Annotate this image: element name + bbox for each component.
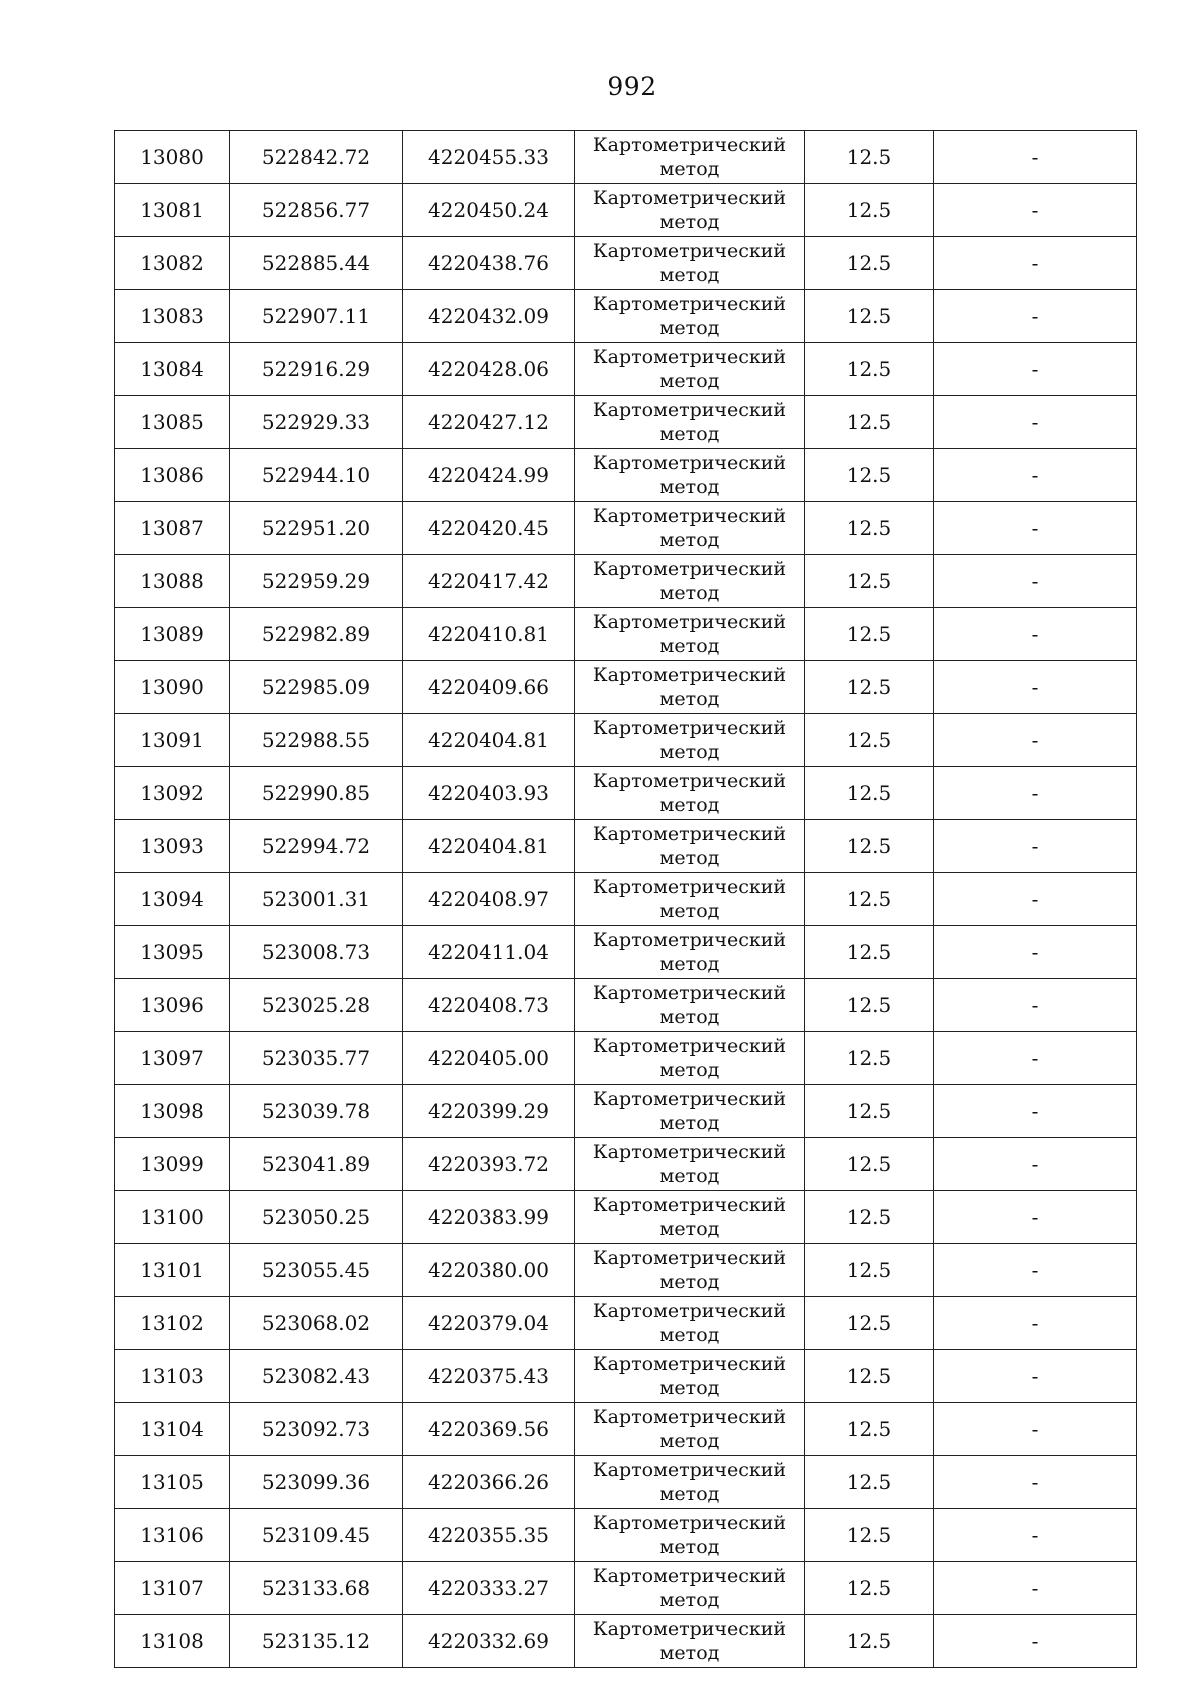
point-number-cell: 13094 bbox=[115, 873, 230, 926]
method-line-1: Картометрический bbox=[592, 664, 787, 686]
table-row bbox=[115, 820, 1137, 873]
y-coordinate-cell: 4220366.26 bbox=[403, 1456, 575, 1509]
method-cell bbox=[575, 184, 805, 237]
point-number-cell: 13083 bbox=[115, 290, 230, 343]
method-line-1: Картометрический bbox=[592, 240, 787, 262]
point-number-cell: 13087 bbox=[115, 502, 230, 555]
y-coordinate-cell: 4220424.99 bbox=[403, 449, 575, 502]
x-coordinate-cell: 523092.73 bbox=[230, 1403, 403, 1456]
x-coordinate-cell: 523039.78 bbox=[230, 1085, 403, 1138]
y-coordinate-cell: 4220409.66 bbox=[403, 661, 575, 714]
table-row bbox=[115, 873, 1137, 926]
method-line-1: Картометрический bbox=[592, 1141, 787, 1163]
x-coordinate-cell: 523041.89 bbox=[230, 1138, 403, 1191]
x-coordinate-cell: 523099.36 bbox=[230, 1456, 403, 1509]
accuracy-cell: 12.5 bbox=[805, 1562, 934, 1615]
method-cell bbox=[575, 449, 805, 502]
method-line-2: метод bbox=[659, 582, 720, 604]
description-cell: - bbox=[934, 873, 1137, 926]
method-line-2: метод bbox=[659, 1271, 720, 1293]
description-cell: - bbox=[934, 1350, 1137, 1403]
y-coordinate-cell: 4220379.04 bbox=[403, 1297, 575, 1350]
method-line-1: Картометрический bbox=[592, 1512, 787, 1534]
accuracy-cell: 12.5 bbox=[805, 1615, 934, 1668]
accuracy-cell: 12.5 bbox=[805, 290, 934, 343]
table-row bbox=[115, 1403, 1137, 1456]
y-coordinate-cell: 4220450.24 bbox=[403, 184, 575, 237]
y-coordinate-cell: 4220380.00 bbox=[403, 1244, 575, 1297]
method-line-2: метод bbox=[659, 688, 720, 710]
point-number-cell: 13089 bbox=[115, 608, 230, 661]
method-cell bbox=[575, 926, 805, 979]
table-row bbox=[115, 343, 1137, 396]
y-coordinate-cell: 4220438.76 bbox=[403, 237, 575, 290]
x-coordinate-cell: 522985.09 bbox=[230, 661, 403, 714]
method-line-1: Картометрический bbox=[592, 134, 787, 156]
x-coordinate-cell: 523008.73 bbox=[230, 926, 403, 979]
point-number-cell: 13105 bbox=[115, 1456, 230, 1509]
method-line-1: Картометрический bbox=[592, 558, 787, 580]
x-coordinate-cell: 523001.31 bbox=[230, 873, 403, 926]
method-cell bbox=[575, 1350, 805, 1403]
y-coordinate-cell: 4220408.73 bbox=[403, 979, 575, 1032]
description-cell: - bbox=[934, 767, 1137, 820]
method-line-1: Картометрический bbox=[592, 187, 787, 209]
y-coordinate-cell: 4220403.93 bbox=[403, 767, 575, 820]
x-coordinate-cell: 523035.77 bbox=[230, 1032, 403, 1085]
point-number-cell: 13080 bbox=[115, 131, 230, 184]
description-cell: - bbox=[934, 820, 1137, 873]
y-coordinate-cell: 4220404.81 bbox=[403, 820, 575, 873]
method-cell bbox=[575, 1403, 805, 1456]
coordinates-table bbox=[114, 130, 1137, 1668]
description-cell: - bbox=[934, 926, 1137, 979]
method-line-1: Картометрический bbox=[592, 982, 787, 1004]
description-cell: - bbox=[934, 290, 1137, 343]
description-cell: - bbox=[934, 1244, 1137, 1297]
accuracy-cell: 12.5 bbox=[805, 608, 934, 661]
method-cell bbox=[575, 131, 805, 184]
point-number-cell: 13107 bbox=[115, 1562, 230, 1615]
y-coordinate-cell: 4220455.33 bbox=[403, 131, 575, 184]
table-row bbox=[115, 1456, 1137, 1509]
method-cell bbox=[575, 1509, 805, 1562]
y-coordinate-cell: 4220393.72 bbox=[403, 1138, 575, 1191]
accuracy-cell: 12.5 bbox=[805, 131, 934, 184]
description-cell: - bbox=[934, 502, 1137, 555]
method-line-1: Картометрический bbox=[592, 717, 787, 739]
y-coordinate-cell: 4220355.35 bbox=[403, 1509, 575, 1562]
accuracy-cell: 12.5 bbox=[805, 1350, 934, 1403]
method-line-2: метод bbox=[659, 1218, 720, 1240]
accuracy-cell: 12.5 bbox=[805, 926, 934, 979]
description-cell: - bbox=[934, 237, 1137, 290]
table-row bbox=[115, 131, 1137, 184]
point-number-cell: 13096 bbox=[115, 979, 230, 1032]
point-number-cell: 13104 bbox=[115, 1403, 230, 1456]
x-coordinate-cell: 522982.89 bbox=[230, 608, 403, 661]
accuracy-cell: 12.5 bbox=[805, 1138, 934, 1191]
accuracy-cell: 12.5 bbox=[805, 820, 934, 873]
x-coordinate-cell: 523082.43 bbox=[230, 1350, 403, 1403]
y-coordinate-cell: 4220332.69 bbox=[403, 1615, 575, 1668]
method-cell bbox=[575, 661, 805, 714]
accuracy-cell: 12.5 bbox=[805, 714, 934, 767]
point-number-cell: 13098 bbox=[115, 1085, 230, 1138]
method-line-2: метод bbox=[659, 1112, 720, 1134]
method-line-1: Картометрический bbox=[592, 505, 787, 527]
description-cell: - bbox=[934, 184, 1137, 237]
x-coordinate-cell: 523050.25 bbox=[230, 1191, 403, 1244]
accuracy-cell: 12.5 bbox=[805, 396, 934, 449]
description-cell: - bbox=[934, 1562, 1137, 1615]
method-line-2: метод bbox=[659, 423, 720, 445]
method-line-2: метод bbox=[659, 1006, 720, 1028]
accuracy-cell: 12.5 bbox=[805, 1297, 934, 1350]
point-number-cell: 13082 bbox=[115, 237, 230, 290]
method-line-1: Картометрический bbox=[592, 1300, 787, 1322]
table-row bbox=[115, 1244, 1137, 1297]
method-cell bbox=[575, 1244, 805, 1297]
x-coordinate-cell: 522990.85 bbox=[230, 767, 403, 820]
x-coordinate-cell: 522885.44 bbox=[230, 237, 403, 290]
accuracy-cell: 12.5 bbox=[805, 1032, 934, 1085]
accuracy-cell: 12.5 bbox=[805, 1191, 934, 1244]
method-line-2: метод bbox=[659, 158, 720, 180]
method-cell bbox=[575, 1032, 805, 1085]
method-line-1: Картометрический bbox=[592, 1618, 787, 1640]
y-coordinate-cell: 4220369.56 bbox=[403, 1403, 575, 1456]
table-row bbox=[115, 184, 1137, 237]
description-cell: - bbox=[934, 449, 1137, 502]
y-coordinate-cell: 4220417.42 bbox=[403, 555, 575, 608]
description-cell: - bbox=[934, 714, 1137, 767]
point-number-cell: 13097 bbox=[115, 1032, 230, 1085]
x-coordinate-cell: 523133.68 bbox=[230, 1562, 403, 1615]
x-coordinate-cell: 523068.02 bbox=[230, 1297, 403, 1350]
method-line-2: метод bbox=[659, 635, 720, 657]
accuracy-cell: 12.5 bbox=[805, 1244, 934, 1297]
method-line-1: Картометрический bbox=[592, 1247, 787, 1269]
table-row bbox=[115, 290, 1137, 343]
method-line-2: метод bbox=[659, 211, 720, 233]
y-coordinate-cell: 4220408.97 bbox=[403, 873, 575, 926]
table-row bbox=[115, 767, 1137, 820]
x-coordinate-cell: 522951.20 bbox=[230, 502, 403, 555]
point-number-cell: 13088 bbox=[115, 555, 230, 608]
table-row bbox=[115, 714, 1137, 767]
table-row bbox=[115, 237, 1137, 290]
x-coordinate-cell: 523135.12 bbox=[230, 1615, 403, 1668]
method-line-2: метод bbox=[659, 1589, 720, 1611]
coordinates-table-body bbox=[115, 131, 1137, 1668]
description-cell: - bbox=[934, 661, 1137, 714]
table-row bbox=[115, 555, 1137, 608]
y-coordinate-cell: 4220399.29 bbox=[403, 1085, 575, 1138]
accuracy-cell: 12.5 bbox=[805, 1456, 934, 1509]
table-row bbox=[115, 661, 1137, 714]
y-coordinate-cell: 4220410.81 bbox=[403, 608, 575, 661]
point-number-cell: 13086 bbox=[115, 449, 230, 502]
table-row bbox=[115, 1032, 1137, 1085]
method-cell bbox=[575, 290, 805, 343]
method-line-2: метод bbox=[659, 794, 720, 816]
x-coordinate-cell: 522929.33 bbox=[230, 396, 403, 449]
point-number-cell: 13093 bbox=[115, 820, 230, 873]
y-coordinate-cell: 4220383.99 bbox=[403, 1191, 575, 1244]
description-cell: - bbox=[934, 1615, 1137, 1668]
method-line-1: Картометрический bbox=[592, 1194, 787, 1216]
method-line-2: метод bbox=[659, 1430, 720, 1452]
point-number-cell: 13091 bbox=[115, 714, 230, 767]
y-coordinate-cell: 4220333.27 bbox=[403, 1562, 575, 1615]
method-line-2: метод bbox=[659, 370, 720, 392]
page-number: 992 bbox=[607, 72, 657, 101]
table-row bbox=[115, 979, 1137, 1032]
x-coordinate-cell: 522988.55 bbox=[230, 714, 403, 767]
method-line-2: метод bbox=[659, 1642, 720, 1664]
method-line-1: Картометрический bbox=[592, 1035, 787, 1057]
method-line-2: метод bbox=[659, 529, 720, 551]
method-cell bbox=[575, 873, 805, 926]
method-cell bbox=[575, 502, 805, 555]
point-number-cell: 13100 bbox=[115, 1191, 230, 1244]
y-coordinate-cell: 4220427.12 bbox=[403, 396, 575, 449]
point-number-cell: 13106 bbox=[115, 1509, 230, 1562]
description-cell: - bbox=[934, 1085, 1137, 1138]
accuracy-cell: 12.5 bbox=[805, 184, 934, 237]
x-coordinate-cell: 522856.77 bbox=[230, 184, 403, 237]
x-coordinate-cell: 522907.11 bbox=[230, 290, 403, 343]
method-cell bbox=[575, 1138, 805, 1191]
method-cell bbox=[575, 1615, 805, 1668]
y-coordinate-cell: 4220411.04 bbox=[403, 926, 575, 979]
accuracy-cell: 12.5 bbox=[805, 873, 934, 926]
point-number-cell: 13101 bbox=[115, 1244, 230, 1297]
table-row bbox=[115, 1138, 1137, 1191]
method-cell bbox=[575, 1191, 805, 1244]
description-cell: - bbox=[934, 1509, 1137, 1562]
method-cell bbox=[575, 979, 805, 1032]
y-coordinate-cell: 4220432.09 bbox=[403, 290, 575, 343]
accuracy-cell: 12.5 bbox=[805, 449, 934, 502]
method-line-1: Картометрический bbox=[592, 929, 787, 951]
method-line-1: Картометрический bbox=[592, 399, 787, 421]
point-number-cell: 13090 bbox=[115, 661, 230, 714]
x-coordinate-cell: 522842.72 bbox=[230, 131, 403, 184]
method-cell bbox=[575, 343, 805, 396]
accuracy-cell: 12.5 bbox=[805, 979, 934, 1032]
description-cell: - bbox=[934, 343, 1137, 396]
x-coordinate-cell: 522944.10 bbox=[230, 449, 403, 502]
method-cell bbox=[575, 555, 805, 608]
x-coordinate-cell: 523055.45 bbox=[230, 1244, 403, 1297]
point-number-cell: 13099 bbox=[115, 1138, 230, 1191]
x-coordinate-cell: 523025.28 bbox=[230, 979, 403, 1032]
description-cell: - bbox=[934, 555, 1137, 608]
point-number-cell: 13081 bbox=[115, 184, 230, 237]
y-coordinate-cell: 4220405.00 bbox=[403, 1032, 575, 1085]
method-cell bbox=[575, 608, 805, 661]
description-cell: - bbox=[934, 1032, 1137, 1085]
point-number-cell: 13108 bbox=[115, 1615, 230, 1668]
description-cell: - bbox=[934, 1297, 1137, 1350]
table-row bbox=[115, 1509, 1137, 1562]
x-coordinate-cell: 523109.45 bbox=[230, 1509, 403, 1562]
method-cell bbox=[575, 237, 805, 290]
table-row bbox=[115, 1085, 1137, 1138]
method-line-2: метод bbox=[659, 476, 720, 498]
point-number-cell: 13092 bbox=[115, 767, 230, 820]
method-line-1: Картометрический bbox=[592, 293, 787, 315]
point-number-cell: 13085 bbox=[115, 396, 230, 449]
method-line-1: Картометрический bbox=[592, 346, 787, 368]
method-line-1: Картометрический bbox=[592, 1459, 787, 1481]
description-cell: - bbox=[934, 1191, 1137, 1244]
description-cell: - bbox=[934, 131, 1137, 184]
method-line-2: метод bbox=[659, 1165, 720, 1187]
y-coordinate-cell: 4220428.06 bbox=[403, 343, 575, 396]
x-coordinate-cell: 522916.29 bbox=[230, 343, 403, 396]
accuracy-cell: 12.5 bbox=[805, 502, 934, 555]
accuracy-cell: 12.5 bbox=[805, 661, 934, 714]
y-coordinate-cell: 4220420.45 bbox=[403, 502, 575, 555]
method-cell bbox=[575, 1562, 805, 1615]
method-cell bbox=[575, 1456, 805, 1509]
method-line-1: Картометрический bbox=[592, 611, 787, 633]
method-cell bbox=[575, 1085, 805, 1138]
accuracy-cell: 12.5 bbox=[805, 767, 934, 820]
description-cell: - bbox=[934, 979, 1137, 1032]
method-line-2: метод bbox=[659, 317, 720, 339]
y-coordinate-cell: 4220375.43 bbox=[403, 1350, 575, 1403]
point-number-cell: 13095 bbox=[115, 926, 230, 979]
method-line-2: метод bbox=[659, 1324, 720, 1346]
description-cell: - bbox=[934, 1138, 1137, 1191]
accuracy-cell: 12.5 bbox=[805, 343, 934, 396]
table-row bbox=[115, 608, 1137, 661]
method-line-1: Картометрический bbox=[592, 770, 787, 792]
method-line-1: Картометрический bbox=[592, 1565, 787, 1587]
description-cell: - bbox=[934, 608, 1137, 661]
x-coordinate-cell: 522959.29 bbox=[230, 555, 403, 608]
accuracy-cell: 12.5 bbox=[805, 1085, 934, 1138]
table-row bbox=[115, 1562, 1137, 1615]
method-line-1: Картометрический bbox=[592, 876, 787, 898]
method-line-2: метод bbox=[659, 1059, 720, 1081]
method-cell bbox=[575, 820, 805, 873]
table-row bbox=[115, 502, 1137, 555]
point-number-cell: 13084 bbox=[115, 343, 230, 396]
method-cell bbox=[575, 767, 805, 820]
table-row bbox=[115, 396, 1137, 449]
method-line-1: Картометрический bbox=[592, 823, 787, 845]
table-row bbox=[115, 1297, 1137, 1350]
y-coordinate-cell: 4220404.81 bbox=[403, 714, 575, 767]
point-number-cell: 13103 bbox=[115, 1350, 230, 1403]
table-row bbox=[115, 449, 1137, 502]
method-line-2: метод bbox=[659, 900, 720, 922]
method-line-2: метод bbox=[659, 1483, 720, 1505]
method-line-2: метод bbox=[659, 847, 720, 869]
table-row bbox=[115, 1191, 1137, 1244]
accuracy-cell: 12.5 bbox=[805, 555, 934, 608]
accuracy-cell: 12.5 bbox=[805, 237, 934, 290]
accuracy-cell: 12.5 bbox=[805, 1403, 934, 1456]
x-coordinate-cell: 522994.72 bbox=[230, 820, 403, 873]
method-line-2: метод bbox=[659, 1377, 720, 1399]
point-number-cell: 13102 bbox=[115, 1297, 230, 1350]
method-line-1: Картометрический bbox=[592, 1088, 787, 1110]
method-line-1: Картометрический bbox=[592, 452, 787, 474]
table-row bbox=[115, 926, 1137, 979]
method-cell bbox=[575, 1297, 805, 1350]
method-line-1: Картометрический bbox=[592, 1406, 787, 1428]
description-cell: - bbox=[934, 396, 1137, 449]
method-line-2: метод bbox=[659, 953, 720, 975]
description-cell: - bbox=[934, 1403, 1137, 1456]
method-line-2: метод bbox=[659, 264, 720, 286]
method-cell bbox=[575, 396, 805, 449]
table-row bbox=[115, 1350, 1137, 1403]
method-line-2: метод bbox=[659, 741, 720, 763]
table-row bbox=[115, 1615, 1137, 1668]
method-line-1: Картометрический bbox=[592, 1353, 787, 1375]
description-cell: - bbox=[934, 1456, 1137, 1509]
accuracy-cell: 12.5 bbox=[805, 1509, 934, 1562]
method-cell bbox=[575, 714, 805, 767]
method-line-2: метод bbox=[659, 1536, 720, 1558]
